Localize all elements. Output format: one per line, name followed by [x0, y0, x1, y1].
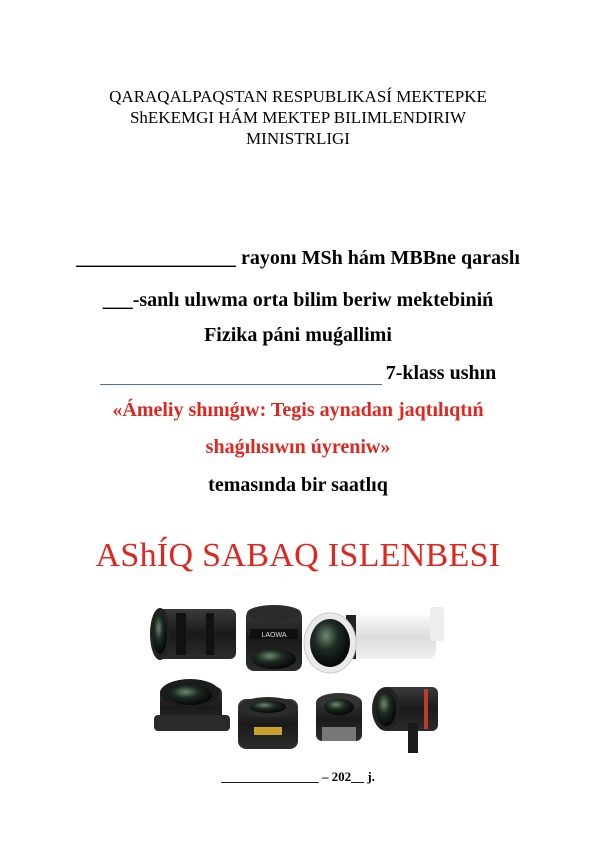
ministry-title-line-3: MINISTRLIGI [246, 129, 350, 148]
teacher-grade-line [0, 362, 596, 385]
lens-7 [372, 687, 438, 753]
lesson-duration-line: temasında bir saatlıq [208, 474, 388, 496]
topic-line-2: shaǵılısıwın úyreniw» [205, 436, 391, 458]
ministry-title-line-2: ShEKEMGI HÁM MEKTEP BILIMLENDIRIW [129, 108, 467, 127]
ministry-title-line-1: QARAQALPAQSTAN RESPUBLIKASÍ MEKTEPKE [109, 87, 487, 106]
teacher-name-blank [100, 362, 382, 385]
lens-2 [246, 605, 302, 671]
teacher-subject-line: Fizika páni muǵallimi [204, 324, 392, 346]
date-line: _______________ – 202__ j. [221, 769, 375, 784]
lens-3 [304, 607, 444, 673]
document-headline: AShÍQ SABAQ ISLENBESI [95, 537, 501, 574]
lens-6 [316, 693, 362, 741]
lens-5 [238, 697, 298, 749]
lens-4 [154, 679, 230, 731]
school-district-line: ________________ rayonı MSh hám MBBne qaraslı [76, 247, 520, 269]
grade-label: 7-klass ushın [385, 362, 497, 384]
school-number-line: ___-sanlı ulıwma orta bilim beriw mektebiniń [102, 289, 494, 311]
camera-lenses-image [146, 603, 446, 757]
ministry-title [40, 86, 556, 149]
topic-line-1: «Ámeliy shınıǵıw: Tegis aynadan jaqtılıqtıń [112, 399, 484, 421]
svg-text:LAOWA: LAOWA [261, 632, 287, 639]
lens-1 [150, 608, 236, 660]
